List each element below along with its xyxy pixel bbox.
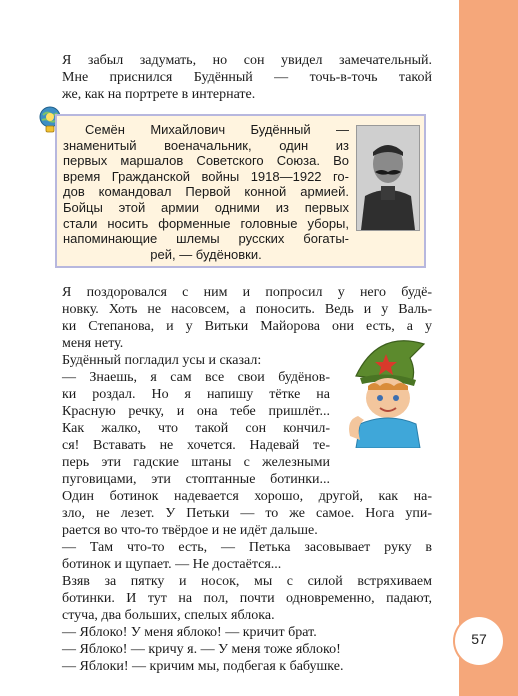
text-line: ся! Вставать не хочется. Надевай те- [62,438,330,453]
info-line: стали носить форменные головные уборы, [63,215,349,231]
text-line: Мне приснился Будённый — точь-в-точь такой [62,70,432,85]
text-line: Я забыл задумать, но сон увидел замечательный. [62,53,432,68]
info-line: напоминающие шлемы русских богаты- [63,231,349,247]
text-line: — Яблоки! — кричим мы, подбегая к бабушке. [62,659,344,674]
info-line: Бойцы этой армии одними из первых [63,199,349,215]
page-side-strip [459,0,518,696]
budyonny-portrait [356,125,420,231]
text-line: перь эти гадские штаны с железными [62,455,330,470]
text-line: Как жалко, что такой сон кончил- [62,421,330,436]
text-line: зло, не лезет. У Петьки — то же самое. Нога упи- [62,506,432,521]
text-line: Взяв за пятку и носок, мы с силой встряхиваем [62,574,432,589]
info-text [63,122,349,262]
text-line: ки Степанова, и у Витьки Майорова они есть, а у [62,319,432,334]
text-line: — Там что-то есть, — Петька засовывает руку в [62,540,432,555]
info-line: первых маршалов Советского Союза. Во [63,153,349,169]
text-line: же, как на портрете в интернате. [62,87,256,102]
intro-paragraph [62,52,432,103]
text-line: — Яблоко! — кричу я. — У меня тоже яблоко! [62,642,341,657]
story-paragraph-3 [62,488,432,675]
page-number-badge [455,617,503,665]
info-line: рей, — будёновки. [150,246,262,262]
text-line: Один ботинок надевается хорошо, другой, как на- [62,489,432,504]
page-number: 57 [471,631,487,647]
text-line: — Знаешь, я сам все свои будёнов- [62,370,330,385]
text-line: новку. Хоть не насовсем, а поносить. Ведь и у Валь- [62,302,432,317]
text-line: Я поздоровался с ним и попросил у него будё- [62,285,432,300]
text-line: Будённый погладил усы и сказал: [62,353,262,368]
story-paragraph-2 [62,352,330,488]
info-line: Семён Михайлович Будённый — [85,122,349,137]
info-line: дов командовал Первой конной армией. [63,184,349,200]
text-line: — Яблоко! У меня яблоко! — кричит брат. [62,625,317,640]
text-line: пуговицами, эти стоптанные ботинки... [62,472,330,487]
info-line: знаменитый военачальник, один из [63,137,349,153]
text-line: ботинок и щупает. — Не достаётся... [62,557,282,572]
text-line: ботинки. И тут на пол, почти одновременно, падают, [62,591,432,606]
boy-in-budyonovka-illustration [338,336,438,448]
text-line: Красную речку, и она тебе пришлёт... [62,404,330,419]
text-line: рается во что-то твёрдое и не идёт дальше. [62,523,318,538]
info-line: время Гражданской войны 1918—1922 го- [63,168,349,184]
text-line: меня нету. [62,336,124,351]
info-box [55,114,426,268]
text-line: ки роздал. Но я напишу тётке на [62,387,330,402]
text-line: стуча, два больших, спелых яблока. [62,608,275,623]
